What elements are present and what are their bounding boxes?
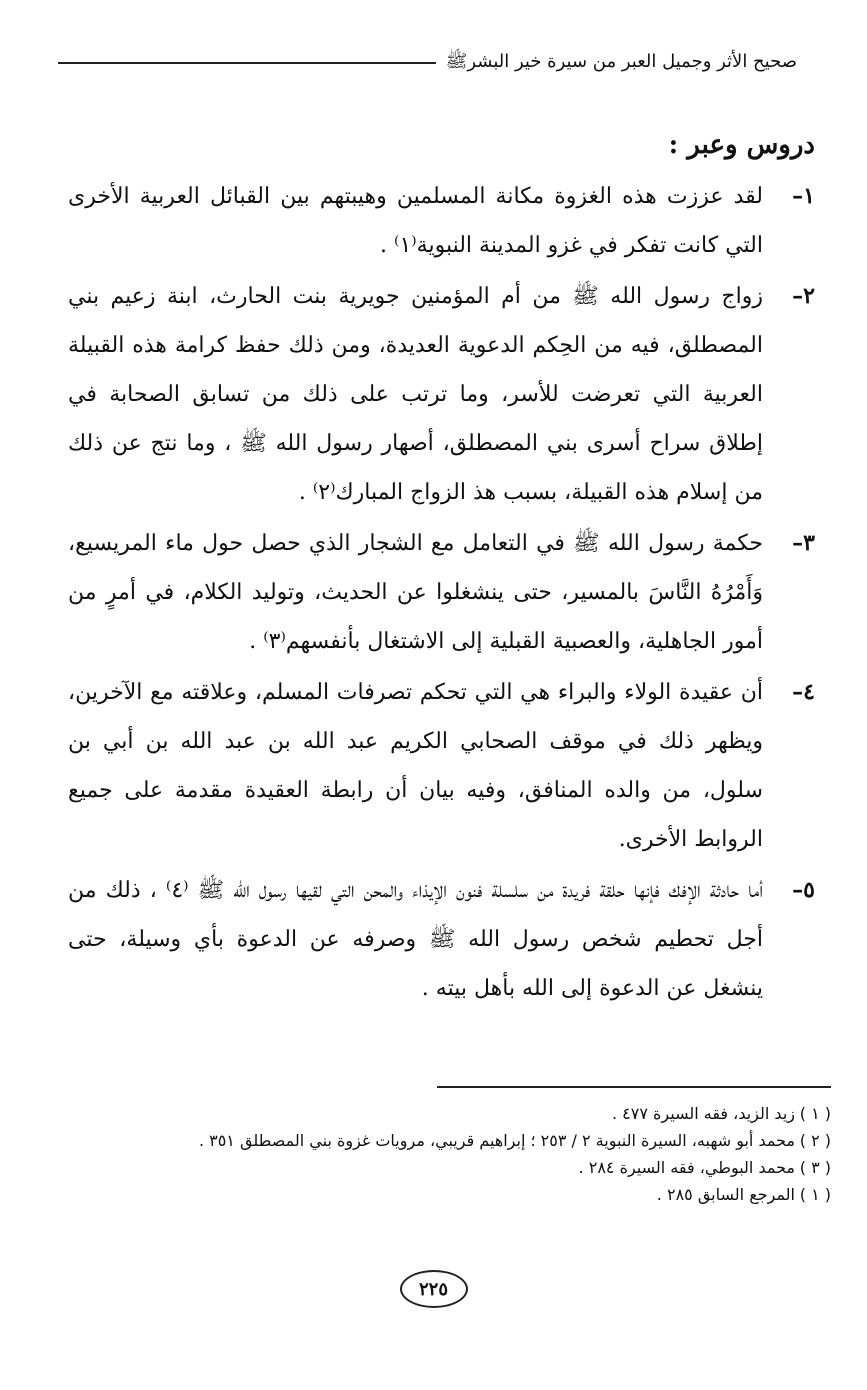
list-item xyxy=(68,519,815,666)
footnote-text: محمد البوطي، فقه السيرة ٢٨٤ . xyxy=(578,1158,795,1177)
footnote-text: محمد أبو شهبه، السيرة النبوية ٢ / ٢٥٣ ؛ إبراهيم قريبي، مرويات غزوة بني المصطلق ٣٥١ . xyxy=(198,1131,795,1150)
footnote-separator xyxy=(437,1086,831,1088)
item-text: لقد عززت هذه الغزوة مكانة المسلمين وهيبتهم بين القبائل العربية الأخرى التي كانت تفكر في غزو المدينة النبوية⁽١⁾ . xyxy=(68,184,763,258)
item-text: زواج رسول الله ﷺ من أم المؤمنين جويرية بنت الحارث، ابنة زعيم بني المصطلق، فيه من الحِكم الدعوية العديدة، ومن ذلك حفظ كرامة هذه القبيلة العربية التي تعرضت للأسر، وما ترتب على ذلك من تسابق الصحابة في إطلاق سراح أسرى بني المصطلق، أصهار رسول الله ﷺ ، وما نتج عن ذلك من إسلام هذه القبيلة، بسبب هذ الزواج المبارك⁽٢⁾ . xyxy=(68,284,763,505)
footnote-text: المرجع السابق ٢٨٥ . xyxy=(656,1185,795,1204)
footnote-number: ( ٢ ) xyxy=(799,1131,831,1150)
item-text: حكمة رسول الله ﷺ في التعامل مع الشجار الذي حصل حول ماء المريسيع، وَأَمْرُهُ النَّاسَ بالمسير، حتى ينشغلوا عن الحديث، وتوليد الكلام، في أمرٍ من أمور الجاهلية، والعصبية القبلية إلى الاشتغال بأنفسهم⁽٣⁾ . xyxy=(68,531,763,654)
footnote xyxy=(120,1181,831,1208)
footnotes xyxy=(120,1100,831,1208)
list-item xyxy=(68,668,815,864)
list-item xyxy=(68,172,815,270)
footnote xyxy=(120,1154,831,1181)
footnote-text: زيد الزيد، فقه السيرة ٤٧٧ . xyxy=(612,1104,795,1123)
header-rule xyxy=(58,62,436,64)
item-number: ١– xyxy=(792,183,815,209)
item-number: ٣– xyxy=(792,530,815,556)
footnote xyxy=(120,1100,831,1127)
list-item xyxy=(68,866,815,1013)
list-item xyxy=(68,272,815,517)
footnote-number: ( ١ ) xyxy=(799,1104,831,1123)
running-title: صحيح الأثر وجميل العبر من سيرة خير البشرﷺ xyxy=(445,51,797,72)
item-text: أن عقيدة الولاء والبراء هي التي تحكم تصرفات المسلم، وعلاقته مع الآخرين، ويظهر ذلك في موقف الصحابي الكريم عبد الله بن عبد الله بن أبي بن سلول، من والده المنافق، وفيه بيان أن رابطة العقيدة مقدمة على جميع الروابط الأخرى. xyxy=(68,680,763,852)
section-title: دروس وعبر : xyxy=(668,130,815,160)
item-number: ٢– xyxy=(792,283,815,309)
footnote xyxy=(120,1127,831,1154)
page-number: ٢٢٥ xyxy=(400,1270,468,1308)
item-number: ٤– xyxy=(792,679,815,705)
running-header xyxy=(58,48,797,78)
footnote-number: ( ٣ ) xyxy=(799,1158,831,1177)
item-number: ٥– xyxy=(792,877,815,903)
lessons-list xyxy=(68,172,815,1015)
item-text: أما حادثة الإفك فإنها حلقة فريدة من سلسلة فنون الإيذاء والمحن التي لقيها رسول الله ﷺ ⁽٤⁾ ، ذلك من أجل تحطيم شخص رسول الله ﷺ وصرفه عن الدعوة بأي وسيلة، حتى ينشغل عن الدعوة إلى الله بأهل بيته . xyxy=(68,878,764,1001)
footnote-number: ( ١ ) xyxy=(799,1185,831,1204)
